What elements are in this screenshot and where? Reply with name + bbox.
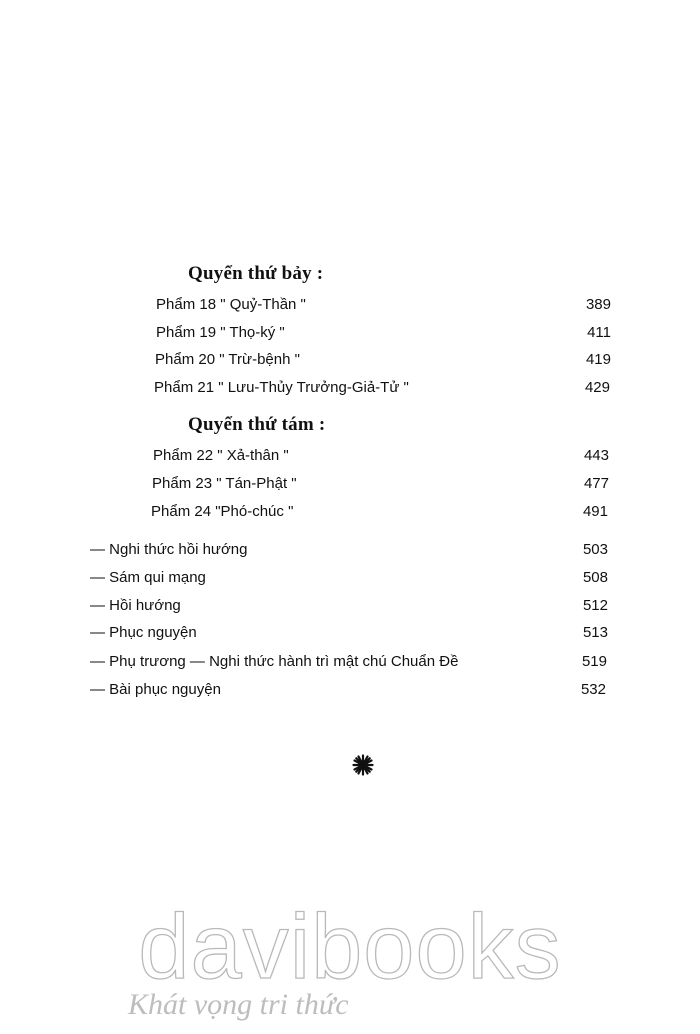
entry-label: Phẩm 21 " Lưu-Thủy Trưởng-Giả-Tử " (154, 379, 409, 396)
entry-page: 411 (587, 324, 611, 341)
entry-page: 389 (585, 296, 611, 313)
entry-label: Phẩm 23 " Tán-Phật " (152, 475, 297, 492)
watermark-tagline: Khát vọng tri thức (128, 988, 349, 1021)
toc-entry (0, 569, 700, 593)
watermark-brand: davibooks (138, 896, 562, 998)
entry-label: Phẩm 20 " Trừ-bệnh " (155, 351, 300, 368)
section-heading: Quyển thứ tám : (188, 414, 326, 435)
toc-entry (0, 296, 700, 320)
toc-entry (0, 624, 700, 648)
entry-label: — Sám qui mạng (90, 569, 206, 586)
entry-page: 508 (582, 569, 608, 586)
entry-label: — Bài phục nguyện (90, 681, 221, 698)
toc-entry (0, 653, 700, 677)
entry-page: 503 (582, 541, 608, 558)
toc-entry (0, 379, 700, 403)
toc-entry (0, 597, 700, 621)
section-heading: Quyển thứ bảy : (188, 263, 324, 284)
entry-page: 443 (583, 447, 609, 464)
toc-entry (0, 447, 700, 471)
entry-page: 519 (581, 653, 607, 670)
end-ornament-icon (352, 754, 374, 776)
entry-page: 419 (585, 351, 611, 368)
entry-label: — Phụ trương — Nghi thức hành trì mật chú Chuẩn Đề (90, 653, 459, 670)
entry-label: — Nghi thức hồi hướng (90, 541, 248, 558)
entry-page: 491 (582, 503, 608, 520)
entry-page: 532 (580, 681, 606, 698)
entry-label: — Hồi hướng (90, 597, 181, 614)
entry-page: 512 (582, 597, 608, 614)
entry-label: Phẩm 18 " Quỷ-Thần " (156, 296, 306, 313)
toc-entry (0, 351, 700, 375)
entry-label: Phẩm 19 " Thọ-ký " (156, 324, 285, 341)
entry-page: 429 (584, 379, 610, 396)
toc-entry (0, 503, 700, 527)
entry-label: Phẩm 24 "Phó-chúc " (151, 503, 294, 520)
entry-page: 513 (582, 624, 608, 641)
toc-entry (0, 541, 700, 565)
toc-entry (0, 681, 700, 705)
entry-page: 477 (583, 475, 609, 492)
entry-label: Phẩm 22 " Xả-thân " (153, 447, 289, 464)
toc-entry (0, 324, 700, 348)
toc-entry (0, 475, 700, 499)
entry-label: — Phục nguyện (90, 624, 197, 641)
